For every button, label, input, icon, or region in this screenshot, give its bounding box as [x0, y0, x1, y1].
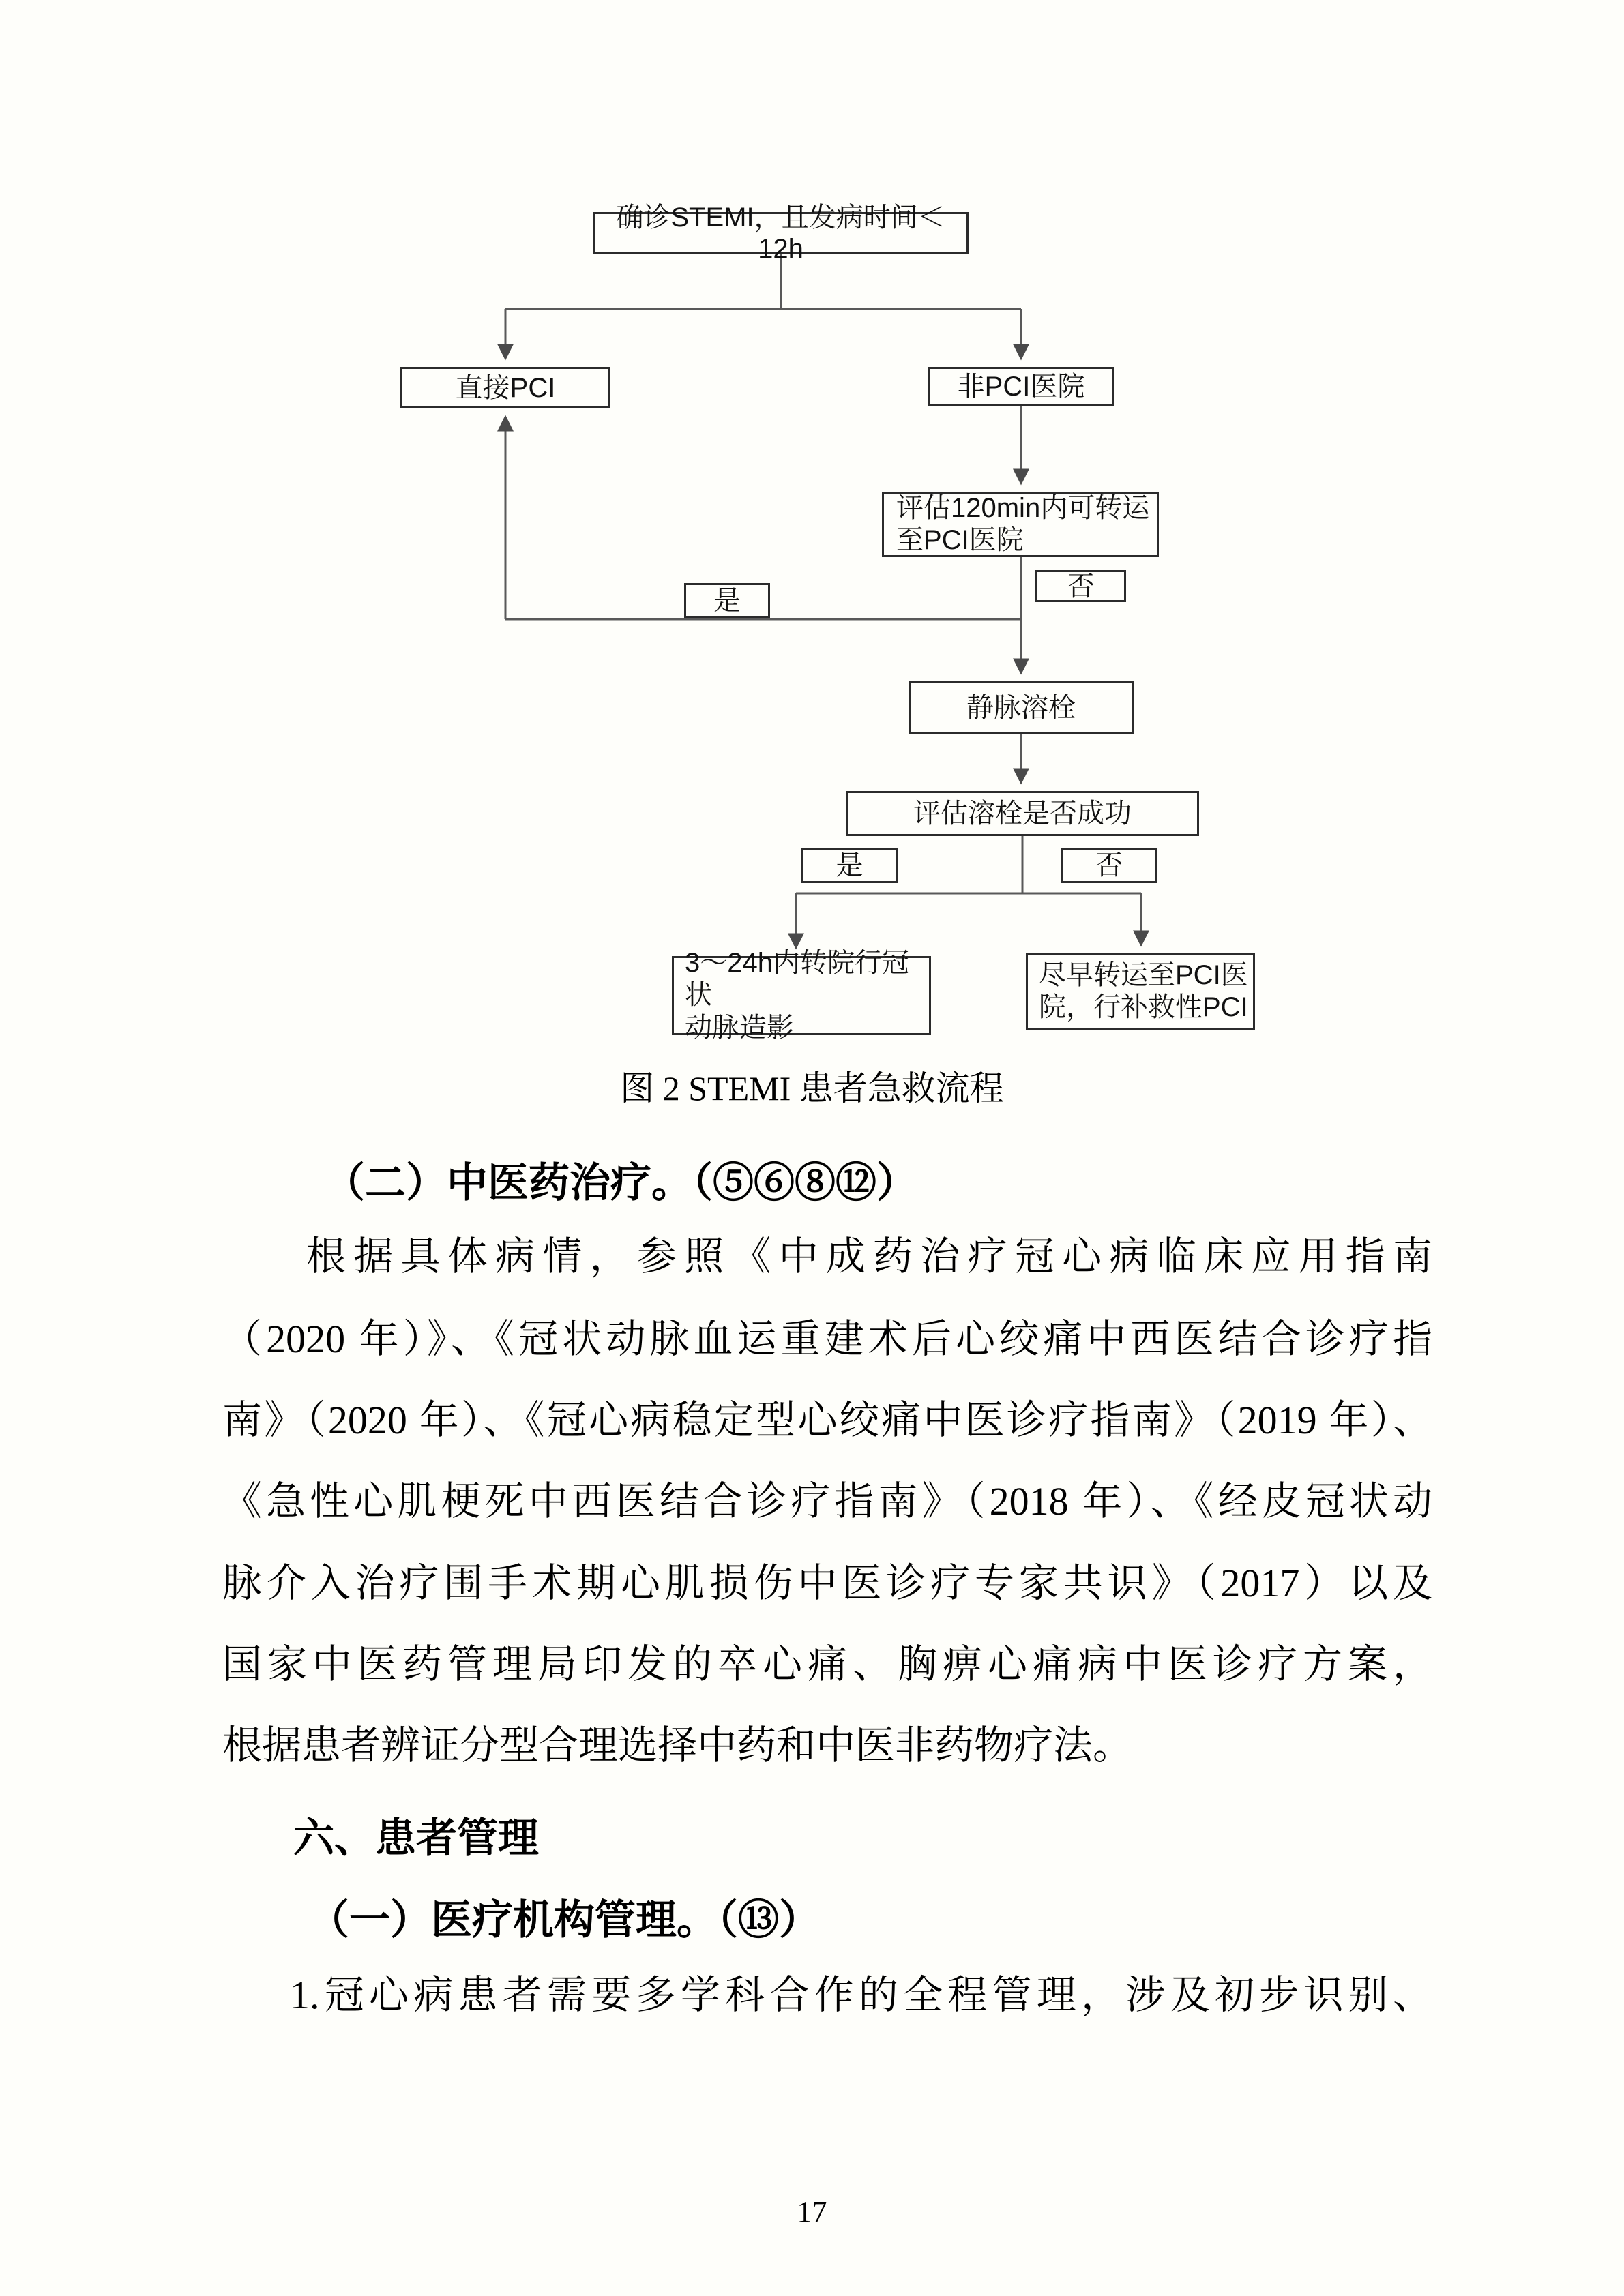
node-label: 直接PCI — [455, 372, 556, 403]
flowchart-node-thrombolysis — [909, 681, 1134, 734]
paragraph-line: 脉介入治疗围手术期心肌损伤中医诊疗专家共识》（2017）以及 — [222, 1561, 1432, 1605]
node-label: 确诊STEMI，且发病时间＜12h — [616, 202, 945, 264]
flowchart-label-yes-2 — [801, 848, 898, 883]
flowchart-node-angiography — [672, 948, 931, 1043]
node-label-line: 评估120min内可转运 — [896, 492, 1150, 523]
flowchart-node-non-pci-hospital — [928, 367, 1114, 406]
flowchart-node-diagnosis — [593, 202, 969, 264]
node-label: 是 — [713, 586, 741, 616]
node-label: 是 — [836, 850, 863, 880]
paragraph-line: 南》（2020 年）、《冠心病稳定型心绞痛中医诊疗指南》（2019 年）、 — [222, 1398, 1432, 1442]
flowchart-label-no-1 — [1035, 570, 1126, 602]
figure-caption: 图 2 STEMI 患者急救流程 — [620, 1069, 1004, 1107]
node-label: 否 — [1067, 571, 1095, 601]
node-label: 评估溶栓是否成功 — [913, 799, 1132, 829]
paragraph-line: （2020 年）》、《冠状动脉血运重建术后心绞痛中西医结合诊疗指 — [222, 1317, 1432, 1361]
paragraph-line: 国家中医药管理局印发的卒心痛、胸痹心痛病中医诊疗方案， — [222, 1642, 1432, 1686]
flowchart-node-rescue-pci — [1026, 953, 1255, 1030]
node-label-line: 动脉造影 — [685, 1012, 794, 1043]
flowchart-node-direct-pci — [400, 367, 610, 408]
section-heading-tcm-treatment: （二）中医药治疗。（⑤⑥⑧⑫） — [324, 1161, 917, 1206]
node-label: 否 — [1095, 850, 1123, 880]
node-label-line: 3～24h内转院行冠状 — [685, 948, 909, 1011]
paragraph-line: 1.冠心病患者需要多学科合作的全程管理，涉及初步识别、 — [290, 1973, 1432, 2017]
node-label: 静脉溶栓 — [966, 692, 1076, 723]
node-label-line: 院，行补救性PCI — [1039, 992, 1248, 1022]
node-label-line: 至PCI医院 — [896, 525, 1024, 555]
paragraph-line: 根据患者辨证分型合理选择中药和中医非药物疗法。 — [222, 1723, 1133, 1768]
flowchart-label-no-2 — [1061, 848, 1157, 883]
section-heading-org-management: （一）医疗机构管理。（⑬） — [308, 1898, 820, 1943]
node-label-line: 尽早转运至PCI医 — [1039, 959, 1248, 990]
flowchart-node-assess-success — [846, 791, 1199, 836]
flowchart-node-assess-transfer — [882, 492, 1159, 557]
paragraph-line: 根据具体病情，参照《中成药治疗冠心病临床应用指南 — [306, 1234, 1432, 1279]
flowchart-label-yes-1 — [684, 583, 770, 618]
paragraph-line: 《急性心肌梗死中西医结合诊疗指南》（2018 年）、《经皮冠状动 — [222, 1479, 1432, 1523]
page-number: 17 — [797, 2195, 827, 2228]
node-label: 非PCI医院 — [957, 372, 1085, 402]
section-heading-patient-management: 六、患者管理 — [293, 1816, 539, 1861]
